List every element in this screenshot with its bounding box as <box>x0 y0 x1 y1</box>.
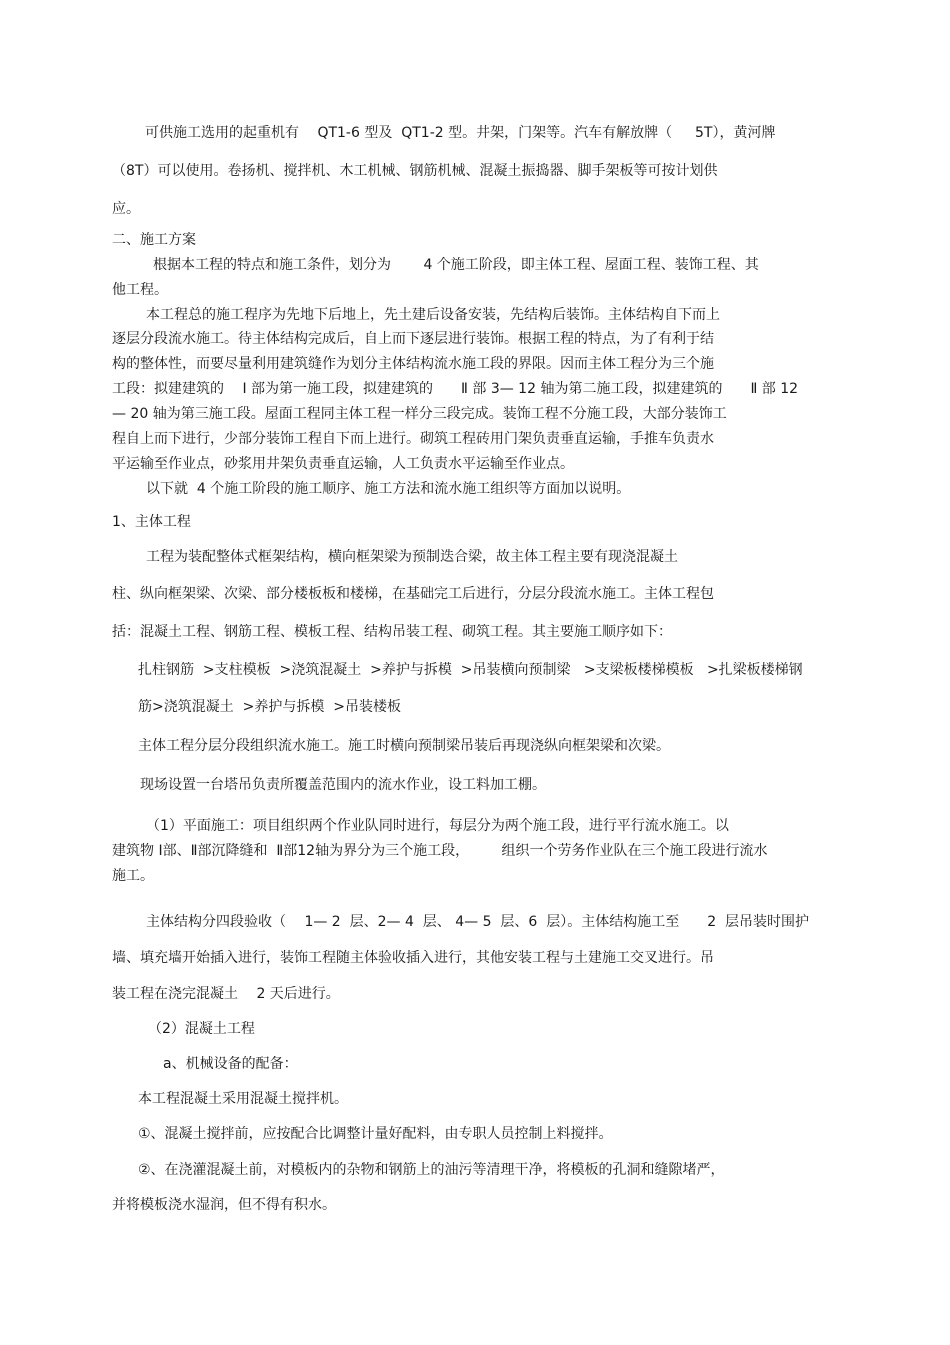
paragraph-line: （8T）可以使用。卷扬机、搅拌机、木工机械、钢筋机械、混凝土振捣器、脚手架板等可按计划供 <box>112 163 718 179</box>
paragraph-line: 他工程。 <box>112 282 168 298</box>
paragraph-line: — 20 轴为第三施工段。屋面工程同主体工程一样分三段完成。装饰工程不分施工段，大部分装饰工 <box>112 406 727 422</box>
sequence-line: 筋>浇筑混凝土 >养护与拆模 >吊装楼板 <box>138 699 401 715</box>
paragraph-line: 构的整体性，而要尽量利用建筑缝作为划分主体结构流水施工段的界限。因而主体工程分为三个施 <box>112 356 714 372</box>
paragraph-line: 程自上而下进行，少部分装饰工程自下而上进行。砌筑工程砖用门架负责垂直运输，手推车负责水 <box>112 431 714 447</box>
paragraph-line: ①、混凝土搅拌前，应按配合比调整计量好配料，由专职人员控制上料搅拌。 <box>138 1126 613 1142</box>
paragraph-line: 括：混凝土工程、钢筋工程、模板工程、结构吊装工程、砌筑工程。其主要施工顺序如下： <box>112 624 672 640</box>
paragraph-line: 并将模板浇水湿润，但不得有积水。 <box>112 1197 336 1213</box>
paragraph-line: 应。 <box>112 201 140 217</box>
paragraph-line: 逐层分段流水施工。待主体结构完成后，自上而下逐层进行装饰。根据工程的特点，为了有利于结 <box>112 331 714 347</box>
paragraph-line: 建筑物 Ⅰ部、Ⅱ部沉降缝和 Ⅱ部12轴为界分为三个施工段， 组织一个劳务作业队在三个施工段进行流水 <box>112 843 768 859</box>
paragraph-line: 柱、纵向框架梁、次梁、部分楼板板和楼梯，在基础完工后进行，分层分段流水施工。主体工程包 <box>112 586 714 602</box>
paragraph-line: 墙、填充墙开始插入进行，装饰工程随主体验收插入进行，其他安装工程与土建施工交叉进行。吊 <box>112 950 714 966</box>
paragraph-line: 工段：拟建建筑的 Ⅰ 部为第一施工段，拟建建筑的 Ⅱ 部 3— 12 轴为第二施工段，拟建建筑的 Ⅱ 部 12 <box>112 381 799 397</box>
paragraph-line: 主体工程分层分段组织流水施工。施工时横向预制梁吊装后再现浇纵向框架梁和次梁。 <box>138 738 670 754</box>
paragraph-line: 工程为装配整体式框架结构，横向框架梁为预制迭合梁，故主体工程主要有现浇混凝土 <box>146 549 678 565</box>
paragraph-line: 平运输至作业点，砂浆用井架负责垂直运输，人工负责水平运输至作业点。 <box>112 456 574 472</box>
paragraph-line: 可供施工选用的起重机有 QT1-6 型及 QT1-2 型。井架，门架等。汽车有解放牌（ 5T），黄河牌 <box>145 125 776 141</box>
section-heading: 二、施工方案 <box>112 232 196 248</box>
section-heading: 1、主体工程 <box>112 514 191 530</box>
paragraph-line: 本工程混凝土采用混凝土搅拌机。 <box>138 1091 348 1107</box>
paragraph-line: 现场设置一台塔吊负责所覆盖范围内的流水作业，设工料加工棚。 <box>140 777 546 793</box>
paragraph-line: 以下就 4 个施工阶段的施工顺序、施工方法和流水施工组织等方面加以说明。 <box>146 481 631 497</box>
paragraph-line: 主体结构分四段验收（ 1— 2 层、2— 4 层、 4— 5 层、6 层）。主体结构施工至 2 层吊装时围护 <box>146 914 810 930</box>
paragraph-line: 施工。 <box>112 868 154 884</box>
paragraph-line: 本工程总的施工程序为先地下后地上，先土建后设备安装，先结构后装饰。主体结构自下而上 <box>146 307 720 323</box>
paragraph-line: （1）平面施工：项目组织两个作业队同时进行，每层分为两个施工段，进行平行流水施工。以 <box>146 818 729 834</box>
subsection-heading: a、机械设备的配备： <box>163 1056 298 1072</box>
paragraph-line: 装工程在浇完混凝土 2 天后进行。 <box>112 986 340 1002</box>
sequence-line: 扎柱钢筋 >支柱模板 >浇筑混凝土 >养护与拆模 >吊装横向预制梁 >支梁板楼梯模板 >扎梁板楼梯钢 <box>138 662 803 678</box>
subsection-heading: （2）混凝土工程 <box>148 1021 255 1037</box>
paragraph-line: 根据本工程的特点和施工条件，划分为 4 个施工阶段，即主体工程、屋面工程、装饰工程、其 <box>153 257 759 273</box>
paragraph-line: ②、在浇灌混凝土前，对模板内的杂物和钢筋上的油污等清理干净，将模板的孔洞和缝隙堵严， <box>138 1162 725 1178</box>
